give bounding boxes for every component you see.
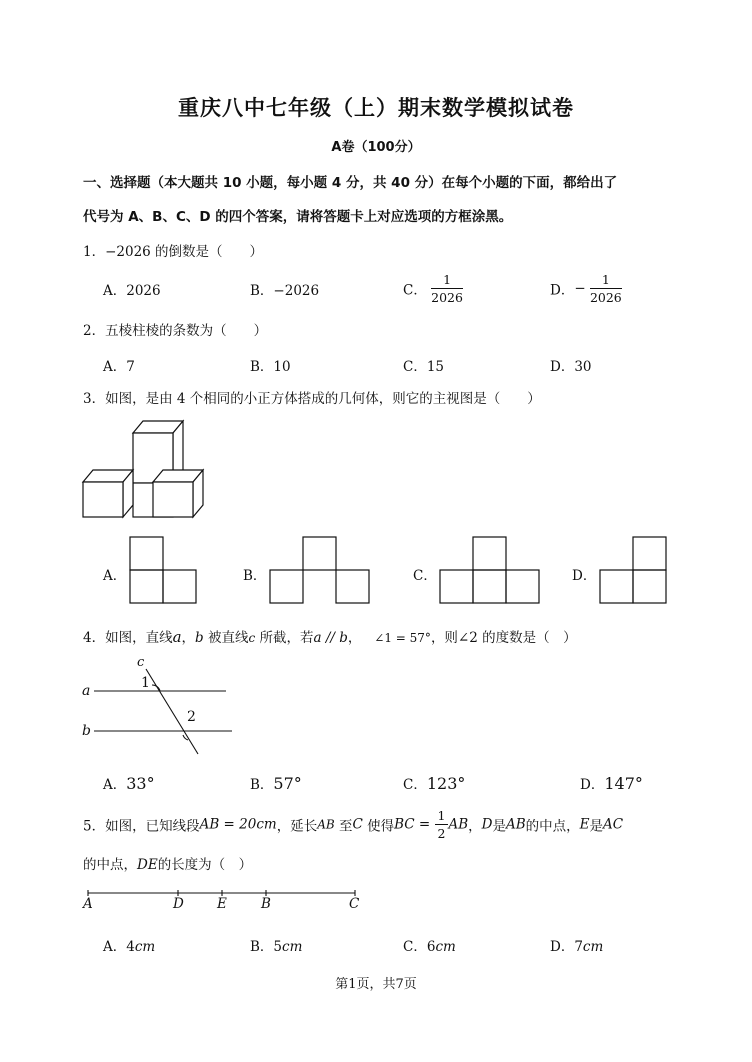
section-subtitle: A卷（100分） (331, 140, 421, 155)
q3-option-d-label: D． (572, 568, 597, 584)
question-5-stem-line1: 5．如图，已知线段AB = 20cm，延长AB 至C 使得BC = $\frac{1}{2}$ AB，D是AB的中点，E是AC (83, 808, 624, 841)
q4-option-d: D．147° (580, 774, 643, 793)
q5-option-c: C．6cm (403, 939, 456, 955)
q1-option-c: C． $\frac{1}{2026}$ (403, 272, 463, 305)
parallel-lines-figure (80, 655, 240, 755)
q5-option-d: D．7cm (550, 939, 604, 955)
q3-option-a-label: A． (103, 568, 127, 584)
q2-option-b: B．10 (250, 359, 291, 375)
question-2-stem: 2．五棱柱棱的条数为（ ） (83, 323, 268, 339)
point-b-label: B (261, 896, 271, 912)
line-a-label: a (82, 683, 91, 699)
fraction: $\frac{1}{2026}$ (431, 272, 463, 305)
cube-solid-figure (80, 415, 210, 520)
point-d-label: D (173, 896, 184, 912)
q4-option-a: A．33° (103, 774, 155, 793)
q2-option-c: C．15 (403, 359, 445, 375)
question-3-stem: 3．如图，是由 4 个相同的小正方体搭成的几何体，则它的主视图是（ ） (83, 391, 541, 407)
q3-option-a-figure (130, 537, 200, 607)
page-footer: 第1页，共7页 (335, 977, 417, 992)
point-c-label: C (349, 896, 360, 912)
q3-option-b-label: B． (243, 568, 267, 584)
angle-2-label: 2 (187, 709, 196, 725)
q4-option-b: B．57° (250, 774, 302, 793)
angle-1-label: 1 (141, 675, 150, 691)
question-5-stem-line2: 的中点，DE的长度为（ ） (83, 857, 253, 873)
q3-option-d-figure (600, 537, 670, 607)
page-title: 重庆八中七年级（上）期末数学模拟试卷 (178, 96, 574, 120)
point-a-label: A (83, 896, 93, 912)
question-1-stem: 1．−2026 的倒数是（ ） (83, 244, 264, 260)
q4-option-c: C．123° (403, 774, 466, 793)
q3-option-c-figure (440, 537, 542, 607)
line-c-label: c (137, 655, 145, 670)
q5-option-b: B．5cm (250, 939, 303, 955)
q1-option-d: D．− $\frac{1}{2026}$ (550, 272, 622, 305)
point-e-label: E (217, 896, 227, 912)
q2-option-a: A．7 (103, 359, 135, 375)
q3-option-b-figure (270, 537, 372, 607)
question-4-stem: 4．如图，直线a，b 被直线c 所截，若a // b， ∠1 = 57°，则∠2 的度数是（ ） (83, 628, 577, 646)
fraction: $\frac{1}{2026}$ (589, 272, 622, 305)
fraction: $\frac{1}{2}$ (435, 808, 449, 841)
line-b-label: b (82, 723, 91, 739)
q1-option-b: B．−2026 (250, 283, 320, 299)
q3-option-c-label: C． (413, 568, 437, 584)
q5-option-a: A．4cm (103, 939, 156, 955)
q1-option-a: A．2026 (103, 283, 161, 299)
q2-option-d: D．30 (550, 359, 592, 375)
section-heading-line2: 代号为 A、B、C、D 的四个答案，请将答题卡上对应选项的方框涂黑。 (83, 209, 513, 225)
section-heading-line1: 一、选择题（本大题共 10 小题，每小题 4 分，共 40 分）在每个小题的下面，都给出了 (83, 175, 618, 191)
